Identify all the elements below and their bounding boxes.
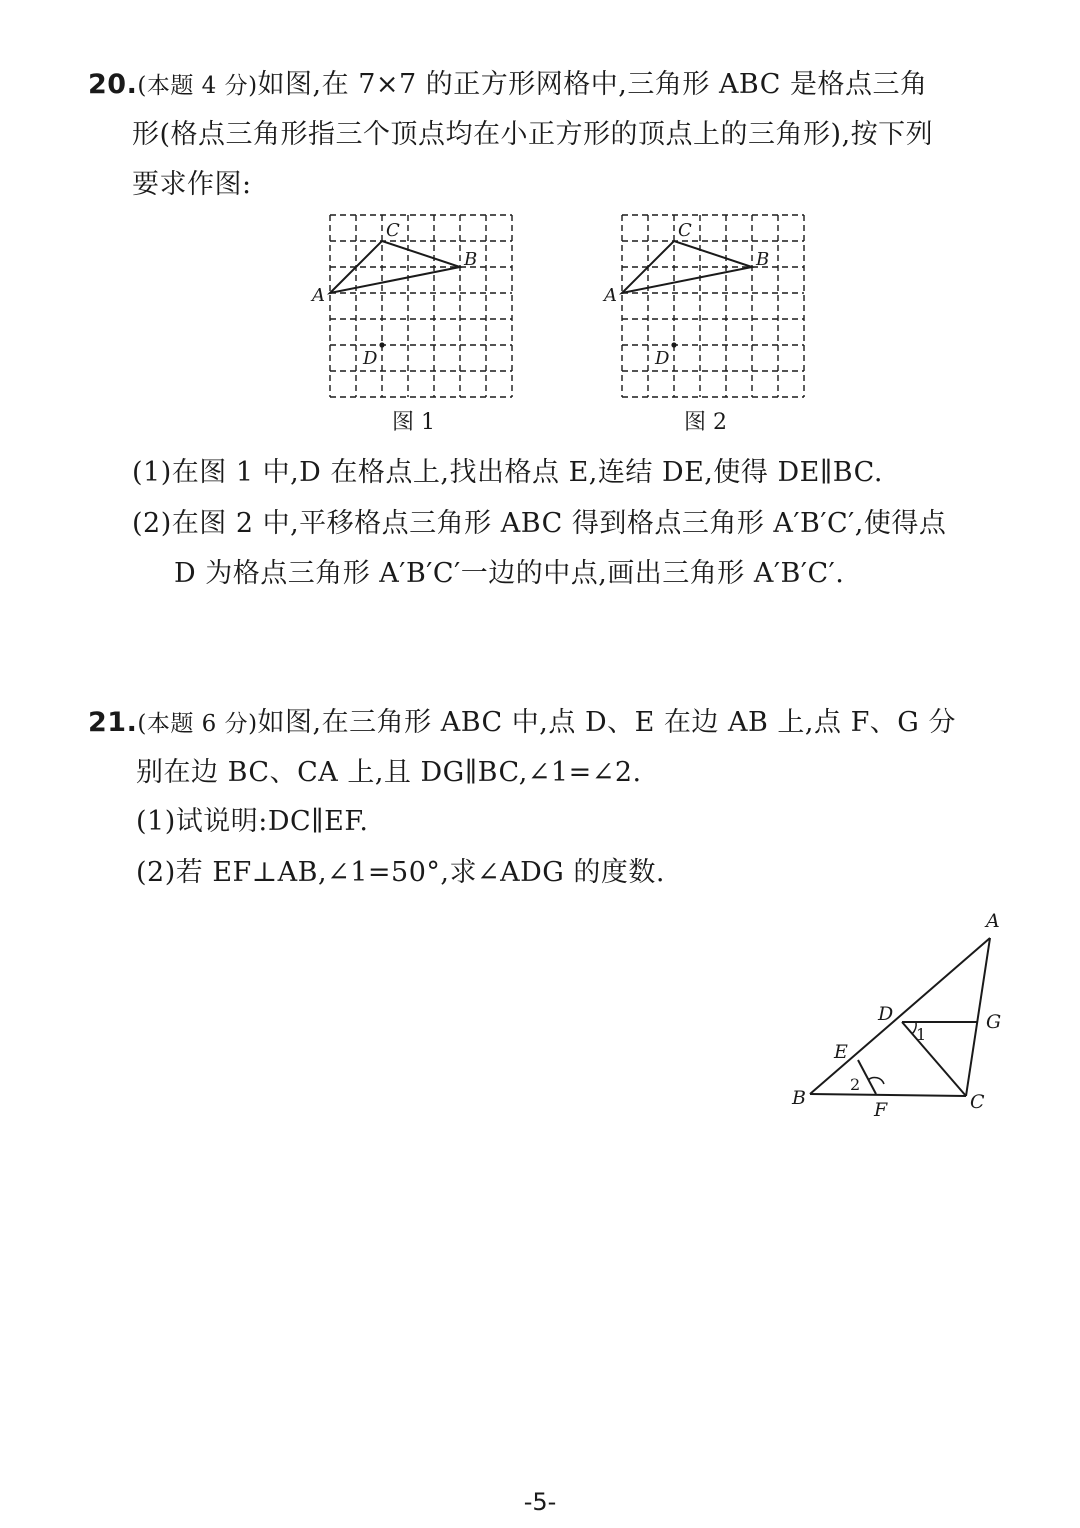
q21-label-d: D bbox=[878, 1003, 894, 1025]
q20-figure1-grid bbox=[300, 205, 540, 410]
q20-line1 bbox=[88, 68, 928, 103]
q20-figure2-caption: 图 2 bbox=[684, 410, 727, 435]
q20-part2-line1: (2)在图 2 中,平移格点三角形 ABC 得到格点三角形 A′B′C′,使得点 bbox=[132, 508, 947, 539]
q20-fig2-label-b: B bbox=[756, 249, 770, 270]
q21-part2: (2)若 EF⊥AB,∠1=50°,求∠ADG 的度数. bbox=[136, 857, 665, 888]
q21-score: (本题 6 分) bbox=[137, 711, 258, 737]
q21-number: 21. bbox=[88, 707, 138, 738]
q20-figure1-caption: 图 1 bbox=[392, 410, 435, 435]
q20-number: 20. bbox=[88, 69, 138, 100]
q20-figure2-grid bbox=[592, 205, 832, 410]
q20-fig1-label-c: C bbox=[386, 220, 400, 241]
q21-label-angle1: 1 bbox=[916, 1025, 927, 1044]
q21-label-g: G bbox=[986, 1011, 1002, 1033]
q20-line1-text: 如图,在 7×7 的正方形网格中,三角形 ABC 是格点三角 bbox=[257, 69, 928, 100]
q20-fig1-label-b: B bbox=[464, 249, 478, 270]
q20-line2: 形(格点三角形指三个顶点均在小正方形的顶点上的三角形),按下列 bbox=[132, 119, 934, 150]
q21-label-c: C bbox=[970, 1091, 985, 1113]
q20-score: (本题 4 分) bbox=[137, 73, 258, 99]
q20-fig1-point-d bbox=[379, 342, 384, 347]
q21-part1: (1)试说明:DC∥EF. bbox=[136, 806, 369, 837]
q21-line1-text: 如图,在三角形 ABC 中,点 D、E 在边 AB 上,点 F、G 分 bbox=[257, 707, 956, 738]
q21-label-a: A bbox=[986, 910, 1000, 932]
q20-fig1-label-d: D bbox=[363, 348, 378, 369]
q21-label-angle2: 2 bbox=[850, 1075, 861, 1094]
q20-fig1-label-a: A bbox=[312, 285, 325, 306]
q20-part2-line2: D 为格点三角形 A′B′C′一边的中点,画出三角形 A′B′C′. bbox=[174, 558, 845, 589]
page-number: -5- bbox=[523, 1488, 557, 1516]
q20-line3: 要求作图: bbox=[132, 169, 252, 200]
q21-label-f: F bbox=[874, 1099, 888, 1121]
q21-line2: 别在边 BC、CA 上,且 DG∥BC,∠1=∠2. bbox=[136, 757, 642, 788]
q21-line1 bbox=[88, 706, 956, 741]
q21-figure bbox=[780, 900, 1030, 1130]
q20-fig2-label-a: A bbox=[604, 285, 617, 306]
q21-label-e: E bbox=[834, 1041, 848, 1063]
q21-label-b: B bbox=[792, 1087, 806, 1109]
q20-fig2-label-c: C bbox=[678, 220, 692, 241]
q20-part1: (1)在图 1 中,D 在格点上,找出格点 E,连结 DE,使得 DE∥BC. bbox=[132, 457, 883, 488]
q20-fig2-label-d: D bbox=[655, 348, 670, 369]
q20-fig2-point-d bbox=[671, 342, 676, 347]
